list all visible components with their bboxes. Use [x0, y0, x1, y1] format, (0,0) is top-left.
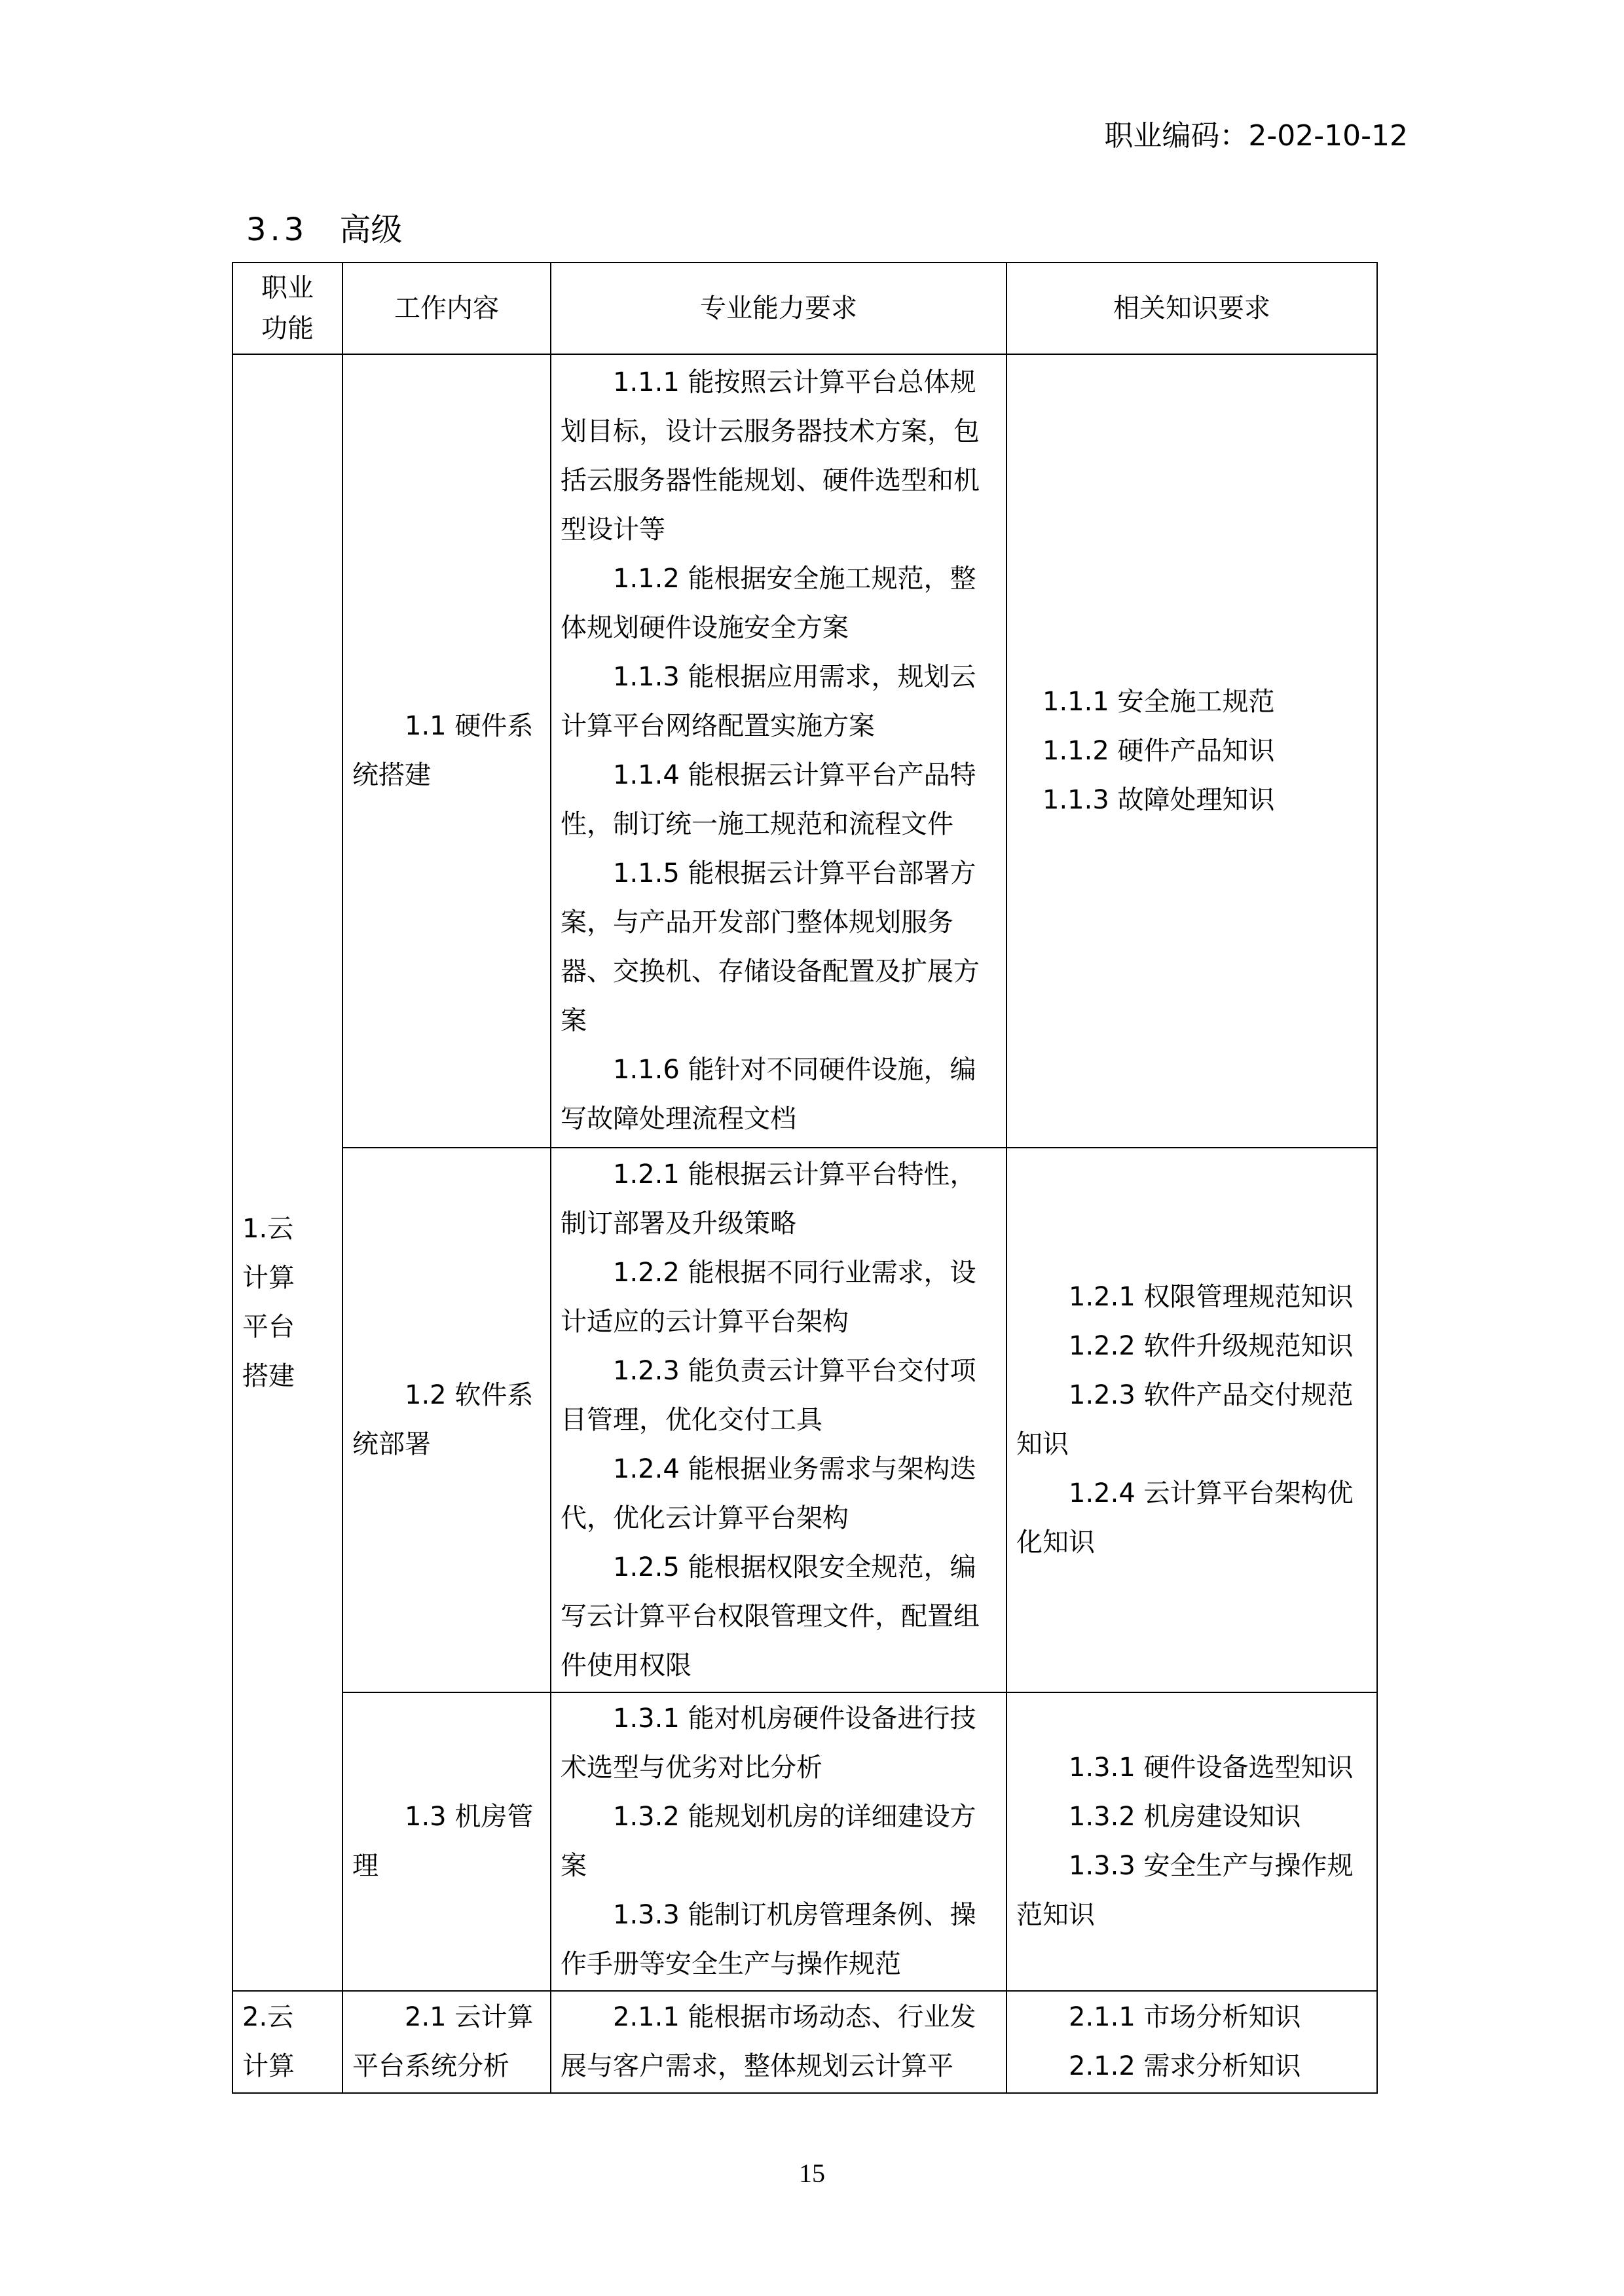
knowledge-cell: [1006, 1148, 1377, 1692]
skill-item: 1.1.6 能针对不同硬件设施，编写故障处理流程文档: [561, 1055, 976, 1134]
work-content-cell: 1.3 机房管 理: [342, 1692, 551, 1991]
section-number: 3.3: [246, 211, 308, 248]
skill-item: 1.1.4 能根据云计算平台产品特性，制订统一施工规范和流程文件: [561, 760, 976, 839]
knowledge-item: 2.1.1 市场分析知识: [1069, 2002, 1301, 2032]
page-number: 15: [799, 2159, 825, 2188]
occupation-code: 职业编码：2-02-10-12: [1104, 119, 1408, 153]
skills-cell: [551, 354, 1006, 1148]
header-work-content: 工作内容: [342, 263, 551, 354]
knowledge-item: 1.2.1 权限管理规范知识: [1069, 1282, 1354, 1312]
function-cell-1: 1.云 计算 平台 搭建: [232, 354, 342, 1991]
section-heading: [246, 208, 402, 251]
skill-item: 1.2.5 能根据权限安全规范，编写云计算平台权限管理文件，配置组件使用权限: [561, 1552, 980, 1681]
knowledge-item: 1.3.1 硬件设备选型知识: [1069, 1753, 1354, 1783]
skill-item: 1.3.3 能制订机房管理条例、操作手册等安全生产与操作规范: [561, 1900, 976, 1979]
skill-item: 1.2.4 能根据业务需求与架构迭代，优化云计算平台架构: [561, 1453, 976, 1533]
table-row: [232, 1692, 1377, 1991]
skill-item: 1.3.2 能规划机房的详细建设方案: [561, 1802, 976, 1881]
header-knowledge-requirements: 相关知识要求: [1006, 263, 1377, 354]
knowledge-item: 1.2.2 软件升级规范知识: [1069, 1331, 1354, 1361]
knowledge-item: 1.2.3 软件产品交付规范知识: [1016, 1380, 1354, 1459]
skill-item: 1.1.5 能根据云计算平台部署方案，与产品开发部门整体规划服务器、交换机、存储设备配置及扩展方案: [561, 858, 980, 1036]
work-content-cell: 1.2 软件系 统部署: [342, 1148, 551, 1692]
work-content-cell: 2.1 云计算 平台系统分析: [342, 1991, 551, 2093]
knowledge-item: 1.3.3 安全生产与操作规范知识: [1016, 1851, 1354, 1930]
knowledge-item: 1.3.2 机房建设知识: [1069, 1802, 1301, 1832]
skill-item: 1.2.2 能根据不同行业需求，设计适应的云计算平台架构: [561, 1257, 976, 1337]
skills-cell: [551, 1991, 1006, 2093]
table-row: [232, 354, 1377, 1148]
skill-item: 1.3.1 能对机房硬件设备进行技术选型与优劣对比分析: [561, 1704, 976, 1783]
knowledge-item: 1.1.1 安全施工规范: [1043, 686, 1275, 717]
knowledge-item: 1.1.3 故障处理知识: [1043, 784, 1275, 815]
skills-cell: [551, 1692, 1006, 1991]
skill-item: 1.2.1 能根据云计算平台特性，制订部署及升级策略: [561, 1159, 976, 1239]
skill-item: 1.1.3 能根据应用需求，规划云计算平台网络配置实施方案: [561, 662, 976, 741]
table-row: [232, 1991, 1377, 2093]
knowledge-item: 1.1.2 硬件产品知识: [1043, 735, 1275, 766]
knowledge-cell: [1006, 1692, 1377, 1991]
section-title: 高级: [339, 211, 403, 248]
knowledge-cell: [1006, 1991, 1377, 2093]
skill-item: 1.1.1 能按照云计算平台总体规划目标，设计云服务器技术方案，包括云服务器性能规划、硬件选型和机型设计等: [561, 367, 980, 545]
header-skill-requirements: 专业能力要求: [551, 263, 1006, 354]
table-row: [232, 1148, 1377, 1692]
knowledge-cell: [1006, 354, 1377, 1148]
skill-item: 1.1.2 能根据安全施工规范，整体规划硬件设施安全方案: [561, 564, 976, 643]
knowledge-item: 2.1.2 需求分析知识: [1069, 2051, 1301, 2081]
skill-item: 1.2.3 能负责云计算平台交付项目管理，优化交付工具: [561, 1355, 976, 1435]
knowledge-item: 1.2.4 云计算平台架构优化知识: [1016, 1478, 1354, 1558]
work-content-cell: 1.1 硬件系 统搭建: [342, 354, 551, 1148]
table-header-row: [232, 263, 1377, 354]
skill-item: 2.1.1 能根据市场动态、行业发展与客户需求，整体规划云计算平: [561, 2002, 976, 2081]
skills-cell: [551, 1148, 1006, 1692]
header-function: 职业 功能: [232, 263, 342, 354]
requirements-table: [232, 262, 1378, 2094]
function-cell-2: 2.云 计算: [232, 1991, 342, 2093]
